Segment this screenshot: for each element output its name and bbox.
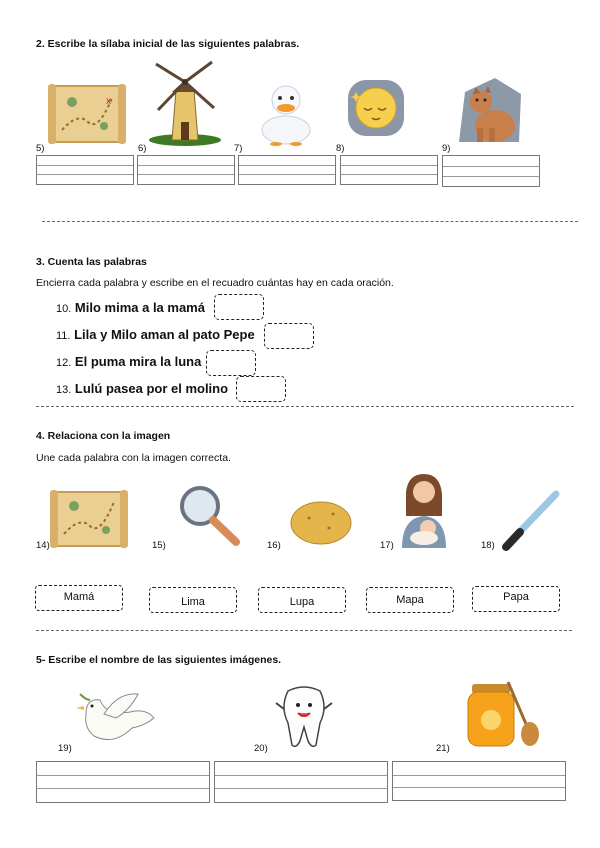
sentence-11 [56,327,255,342]
sentence-text: Milo mima a la mamá [74,300,205,315]
sentence-text: Lulú pasea por el molino [74,381,229,396]
item-number: 5) [36,143,45,154]
item-number: 18) [481,540,495,551]
item-number: 6) [138,143,147,154]
section4-instruction: Une cada palabra con la imagen correcta. [36,452,231,464]
answer-box[interactable] [392,761,566,801]
word-text: Lima [181,596,205,608]
count-box[interactable] [264,323,314,349]
sentence-12 [56,354,201,369]
item-number: 19) [58,743,72,754]
item-number: 16) [267,540,281,551]
word-text: Papa [503,591,529,603]
item-number: 21) [436,743,450,754]
section-divider [36,406,574,407]
count-box[interactable] [236,376,286,402]
moon-icon [346,78,406,138]
mother-baby-icon [398,472,450,548]
item-number: 20) [254,743,268,754]
item-number: 7) [234,143,243,154]
word-label-lima[interactable] [149,587,237,613]
sentence-number: 10. [56,303,72,315]
word-label-papa[interactable] [472,586,560,612]
duck-icon [258,78,314,148]
sentence-number: 13. [56,384,72,396]
map-icon [50,488,128,550]
sentence-13 [56,381,228,396]
nail-file-icon [500,490,560,552]
answer-box[interactable] [442,155,540,187]
word-text: Mapa [396,594,424,606]
sentence-text: El puma mira la luna [74,354,202,369]
honey-jar-icon [468,680,542,750]
item-number: 14) [36,540,50,551]
item-number: 9) [442,143,451,154]
word-label-lupa[interactable] [258,587,346,613]
section2-title: 2. Escribe la sílaba inicial de las siguientes palabras. [36,38,300,50]
sentence-text: Lila y Milo aman al pato Pepe [74,327,255,342]
answer-box[interactable] [137,155,235,185]
sentence-number: 11. [56,330,71,342]
magnifying-glass-icon [176,484,242,546]
section3-title: 3. Cuenta las palabras [36,256,147,268]
word-text: Lupa [289,596,315,608]
answer-box[interactable] [340,155,438,185]
section5-title: 5- Escribe el nombre de las siguientes imágenes. [36,654,282,666]
sentence-10 [56,300,205,315]
answer-box[interactable] [214,761,388,803]
svg-text:x: x [106,96,111,107]
section3-instruction: Encierra cada palabra y escribe en el recuadro cuántas hay en cada oración. [36,277,394,289]
map-icon [48,82,126,148]
section4-title: 4. Relaciona con la imagen [36,430,171,442]
item-number: 8) [336,143,345,154]
answer-box[interactable] [238,155,336,185]
section-divider [42,221,578,222]
sentence-number: 12. [56,357,72,369]
section-divider [36,630,572,631]
potato-icon [289,500,353,546]
item-number: 15) [152,540,166,551]
puma-icon [455,72,525,148]
dove-icon [74,684,156,750]
tooth-icon [274,683,334,749]
count-box[interactable] [206,350,256,376]
windmill-icon [148,60,222,146]
answer-box[interactable] [36,155,134,185]
count-box[interactable] [214,294,264,320]
item-number: 17) [380,540,394,551]
word-label-mapa[interactable] [366,587,454,613]
answer-box[interactable] [36,761,210,803]
word-text: Mamá [63,591,95,603]
word-label-mama[interactable] [35,585,123,611]
